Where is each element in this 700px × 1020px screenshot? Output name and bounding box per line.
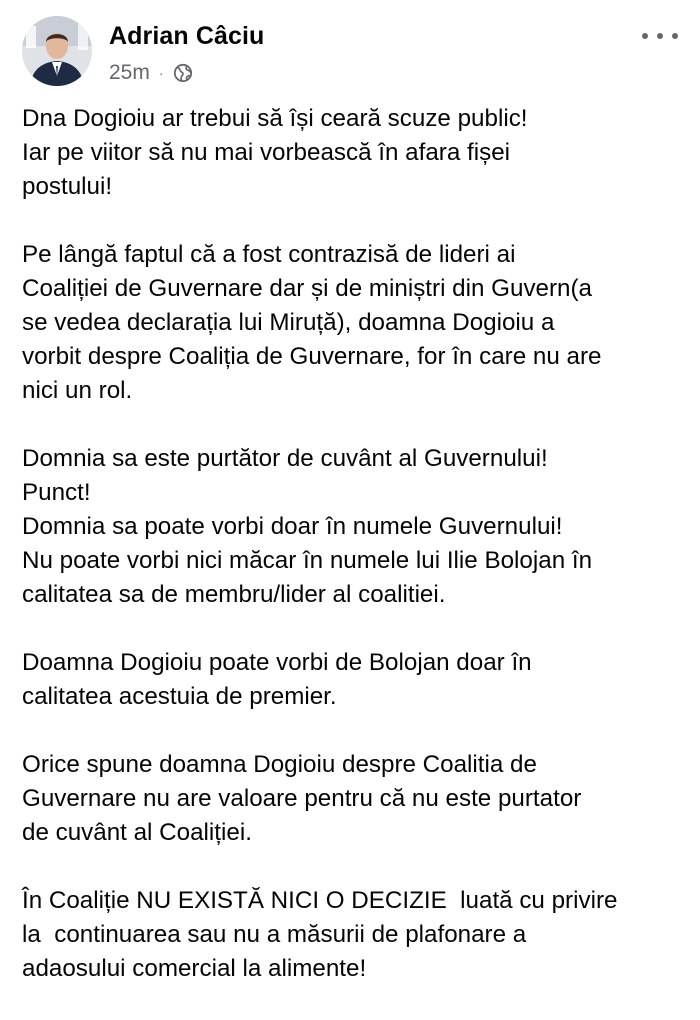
text-line: Coaliției de Guvernare dar și de miniștri din Guvern(a (22, 275, 593, 302)
author-name[interactable]: Adrian Câciu (109, 22, 265, 50)
paragraph-1 (22, 102, 684, 204)
text-line: Iar pe viitor să nu mai vorbească în afara fișei (22, 139, 511, 166)
paragraph-2 (22, 238, 684, 408)
text-line: Doamna Dogioiu poate vorbi de Bolojan doar în (22, 649, 532, 676)
more-dot (657, 33, 663, 39)
author-avatar[interactable] (22, 16, 92, 86)
more-options-icon[interactable] (642, 26, 678, 46)
text-line: calitatea acestuia de premier. (22, 683, 337, 710)
paragraph-6 (22, 884, 684, 986)
text-line: Dna Dogioiu ar trebui să își ceară scuze public! (22, 105, 528, 132)
post-meta (109, 60, 193, 86)
meta-separator: · (158, 65, 164, 81)
text-line: vorbit despre Coaliția de Guvernare, for în care nu are (22, 343, 602, 370)
text-line: calitatea sa de membru/lider al coalitiei. (22, 581, 446, 608)
text-line: adaosului comercial la alimente! (22, 955, 367, 982)
more-dot (642, 33, 648, 39)
post-time[interactable]: 25m (109, 61, 150, 84)
text-line: Nu poate vorbi nici măcar în numele lui Ilie Bolojan în (22, 547, 593, 574)
post-text (22, 102, 684, 1020)
text-line: se vedea declarația lui Miruță), doamna Dogioiu a (22, 309, 555, 336)
more-dot (672, 33, 678, 39)
paragraph-3 (22, 442, 684, 612)
text-line: Pe lângă faptul că a fost contrazisă de lideri ai (22, 241, 516, 268)
avatar-photo (22, 16, 92, 86)
text-line: Orice spune doamna Dogioiu despre Coalitia de (22, 751, 537, 778)
globe-icon[interactable] (173, 63, 193, 83)
text-line: de cuvânt al Coaliției. (22, 819, 252, 846)
text-line: la continuarea sau nu a măsurii de plafonare a (22, 921, 527, 948)
text-line: Domnia sa este purtător de cuvânt al Guvernului! (22, 445, 548, 472)
post-header (22, 16, 678, 90)
text-line: Domnia sa poate vorbi doar în numele Guvernului! (22, 513, 563, 540)
text-line: nici un rol. (22, 377, 133, 404)
text-line: Punct! (22, 479, 91, 506)
text-line: Guvernare nu are valoare pentru că nu este purtator (22, 785, 582, 812)
text-line: În Coaliție NU EXISTĂ NICI O DECIZIE luată cu privire (22, 887, 618, 914)
paragraph-5 (22, 748, 684, 850)
text-line: postului! (22, 173, 113, 200)
paragraph-4 (22, 646, 684, 714)
